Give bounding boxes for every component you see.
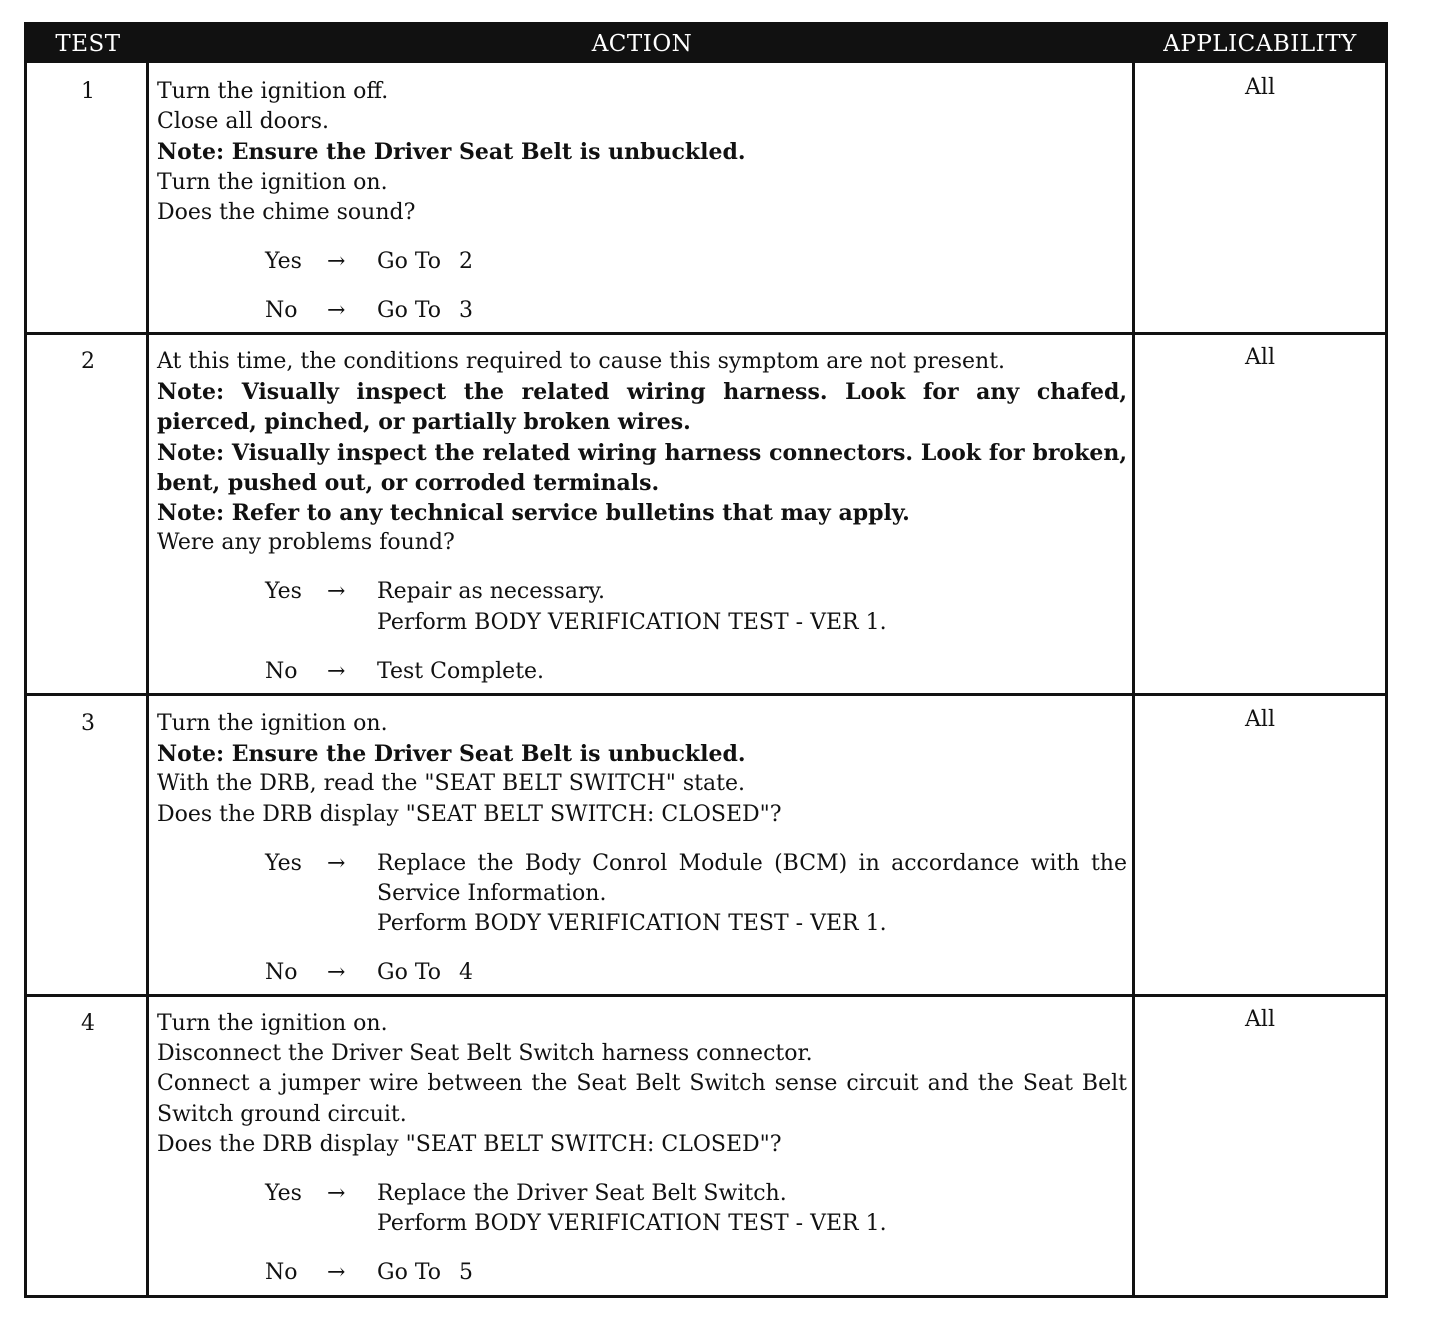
column-divider: [146, 63, 149, 1295]
action-note: Note: Refer to any technical service bulletins that may apply.: [157, 500, 910, 527]
action-line: At this time, the conditions required to cause this symptom are not present.: [157, 349, 1006, 374]
action-line: Does the chime sound?: [157, 199, 416, 225]
choice-no-label: No: [265, 960, 298, 986]
header-applicability: APPLICABILITY: [1163, 31, 1357, 57]
test-number: 4: [81, 1011, 95, 1036]
header-test: TEST: [55, 31, 121, 57]
choice-yes-label: Yes: [265, 1181, 302, 1207]
row-divider: [27, 693, 1385, 696]
goto-target: 5: [459, 1260, 474, 1286]
arrow-icon: →: [327, 960, 346, 986]
action-cell: [157, 347, 1127, 687]
choice-yes-label: Yes: [265, 249, 302, 275]
arrow-icon: →: [327, 579, 346, 605]
goto-target: 3: [459, 298, 474, 324]
action-note: Note: Visually inspect the related wiring harness connectors. Look for broken, bent, pushed out, or corroded terminals.: [157, 439, 1127, 496]
choice-yes: [157, 247, 1127, 277]
goto-label: Go To: [377, 1260, 442, 1286]
choice-yes-text: Perform BODY VERIFICATION TEST - VER 1.: [377, 911, 887, 937]
choice-no-text: Test Complete.: [377, 658, 545, 684]
action-note: Note: Ensure the Driver Seat Belt is unbuckled.: [157, 139, 746, 166]
choice-yes-text: Repair as necessary.: [377, 579, 605, 605]
test-number: 3: [81, 711, 95, 736]
row-divider: [27, 332, 1385, 335]
diagnostic-table: [24, 22, 1388, 1298]
goto-label: Go To: [377, 249, 442, 275]
action-line: Turn the ignition on.: [157, 169, 388, 195]
action-line: Turn the ignition on.: [157, 711, 388, 736]
applicability-value: All: [1245, 707, 1275, 732]
choice-yes: [157, 1179, 1127, 1239]
arrow-icon: →: [327, 298, 346, 324]
arrow-icon: →: [327, 658, 346, 684]
action-line: Turn the ignition off.: [157, 79, 389, 104]
choice-no: [157, 657, 1127, 687]
action-line: Turn the ignition on.: [157, 1011, 388, 1036]
choice-no: [157, 1258, 1127, 1288]
action-cell: [157, 1009, 1127, 1289]
table-header: [27, 25, 1385, 63]
choice-no-label: No: [265, 658, 298, 684]
action-line: With the DRB, read the "SEAT BELT SWITCH" state.: [157, 771, 745, 797]
row-divider: [27, 994, 1385, 997]
choice-yes: [157, 577, 1127, 637]
goto-target: 2: [459, 249, 474, 275]
goto-label: Go To: [377, 960, 442, 986]
action-line: Connect a jumper wire between the Seat Belt Switch sense circuit and the Seat Belt Switch ground circuit.: [157, 1071, 1127, 1127]
action-cell: [157, 709, 1127, 989]
choice-yes-text: Replace the Body Conrol Module (BCM) in accordance with the Service Information.: [377, 850, 1127, 907]
action-cell: [157, 77, 1127, 326]
action-line: Disconnect the Driver Seat Belt Switch harness connector.: [157, 1041, 813, 1067]
goto-target: 4: [459, 960, 474, 986]
applicability-value: All: [1245, 345, 1275, 370]
action-note: Note: Visually inspect the related wiring harness. Look for any chafed, pierced, pinched, or partially broken wires.: [157, 379, 1127, 436]
arrow-icon: →: [327, 1181, 346, 1207]
header-action: ACTION: [591, 31, 693, 57]
test-number: 2: [81, 349, 95, 374]
choice-yes: [157, 849, 1127, 940]
choice-yes-text: Perform BODY VERIFICATION TEST - VER 1.: [377, 609, 887, 635]
arrow-icon: →: [327, 249, 346, 275]
applicability-value: All: [1245, 1007, 1275, 1032]
choice-no-label: No: [265, 1260, 298, 1286]
choice-yes-label: Yes: [265, 850, 302, 876]
action-note: Note: Ensure the Driver Seat Belt is unbuckled.: [157, 741, 746, 768]
choice-no: [157, 296, 1127, 326]
action-line: Does the DRB display "SEAT BELT SWITCH: CLOSED"?: [157, 801, 782, 827]
applicability-value: All: [1245, 75, 1275, 100]
action-line: Were any problems found?: [157, 530, 455, 556]
choice-yes-text: Perform BODY VERIFICATION TEST - VER 1.: [377, 1211, 887, 1237]
choice-yes-text: Replace the Driver Seat Belt Switch.: [377, 1181, 787, 1207]
choice-yes-label: Yes: [265, 579, 302, 605]
action-line: Does the DRB display "SEAT BELT SWITCH: CLOSED"?: [157, 1131, 782, 1157]
arrow-icon: →: [327, 850, 346, 876]
choice-no: [157, 958, 1127, 988]
action-line: Close all doors.: [157, 109, 329, 135]
test-number: 1: [81, 79, 95, 104]
arrow-icon: →: [327, 1260, 346, 1286]
goto-label: Go To: [377, 298, 442, 324]
choice-no-label: No: [265, 298, 298, 324]
column-divider: [1132, 63, 1135, 1295]
